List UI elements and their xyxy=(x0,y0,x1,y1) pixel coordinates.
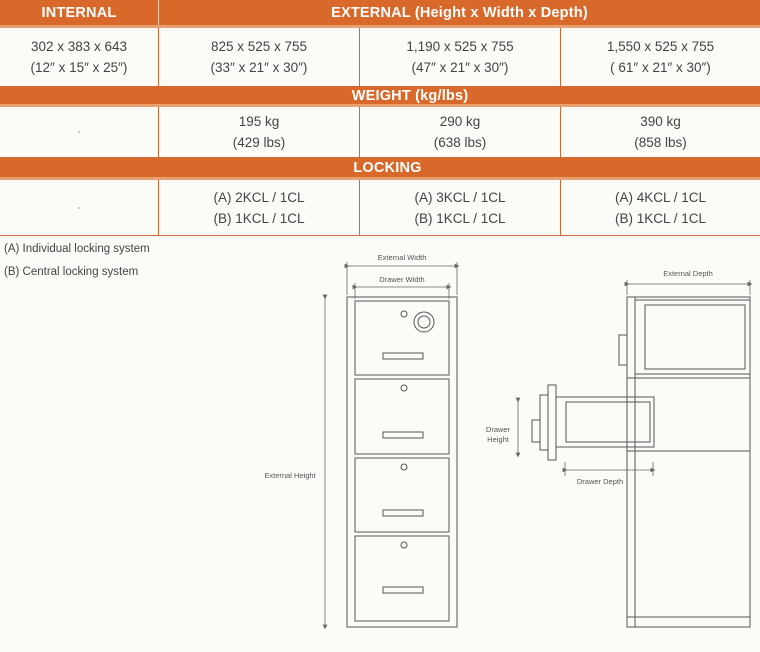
internal-imperial: (12″ x 15″ x 25″) xyxy=(30,60,128,75)
external-imperial-3: ( 61″ x 21″ x 30″) xyxy=(610,60,711,75)
label-drawer-depth: Drawer Depth xyxy=(576,477,624,486)
external-imperial-2: (47″ x 21″ x 30″) xyxy=(411,60,509,75)
locking-a-1: (A) 2KCL / 1CL xyxy=(213,189,305,205)
weight-kg-2: 290 kg xyxy=(439,114,481,129)
label-drawer-height-line1: Drawer xyxy=(485,425,511,434)
weight-lbs-1: (429 lbs) xyxy=(232,135,286,150)
label-drawer-height-line2: Height xyxy=(487,435,509,444)
external-metric-1: 825 x 525 x 755 xyxy=(210,39,308,54)
locking-a-2: (A) 3KCL / 1CL xyxy=(414,189,506,205)
label-drawer-width: Drawer Width xyxy=(379,275,425,284)
label-external-width: External Width xyxy=(377,253,427,262)
header-locking: LOCKING xyxy=(353,159,422,176)
header-weight: WEIGHT (kg/lbs) xyxy=(351,87,469,104)
internal-metric: 302 x 383 x 643 xyxy=(30,39,128,54)
external-metric-3: 1,550 x 525 x 755 xyxy=(606,39,715,54)
locking-a-3: (A) 4KCL / 1CL xyxy=(614,189,707,205)
locking-b-3: (B) 1KCL / 1CL xyxy=(614,210,707,226)
label-external-depth: External Depth xyxy=(663,269,713,278)
label-external-height: External Height xyxy=(264,471,316,480)
note-individual-locking: (A) Individual locking system xyxy=(4,243,150,255)
note-central-locking: (B) Central locking system xyxy=(4,266,139,278)
weight-lbs-3: (858 lbs) xyxy=(634,135,687,150)
weight-lbs-2: (638 lbs) xyxy=(433,135,487,150)
locking-b-1: (B) 1KCL / 1CL xyxy=(213,210,305,226)
header-external: EXTERNAL (Height x Width x Depth) xyxy=(331,4,588,21)
weight-kg-3: 390 kg xyxy=(640,114,681,129)
front-view-cabinet xyxy=(347,297,457,627)
header-internal: INTERNAL xyxy=(41,4,117,21)
weight-kg-1: 195 kg xyxy=(238,114,280,129)
external-metric-2: 1,190 x 525 x 755 xyxy=(406,39,514,54)
external-imperial-1: (33″ x 21″ x 30″) xyxy=(210,60,308,75)
locking-b-2: (B) 1KCL / 1CL xyxy=(414,210,506,226)
